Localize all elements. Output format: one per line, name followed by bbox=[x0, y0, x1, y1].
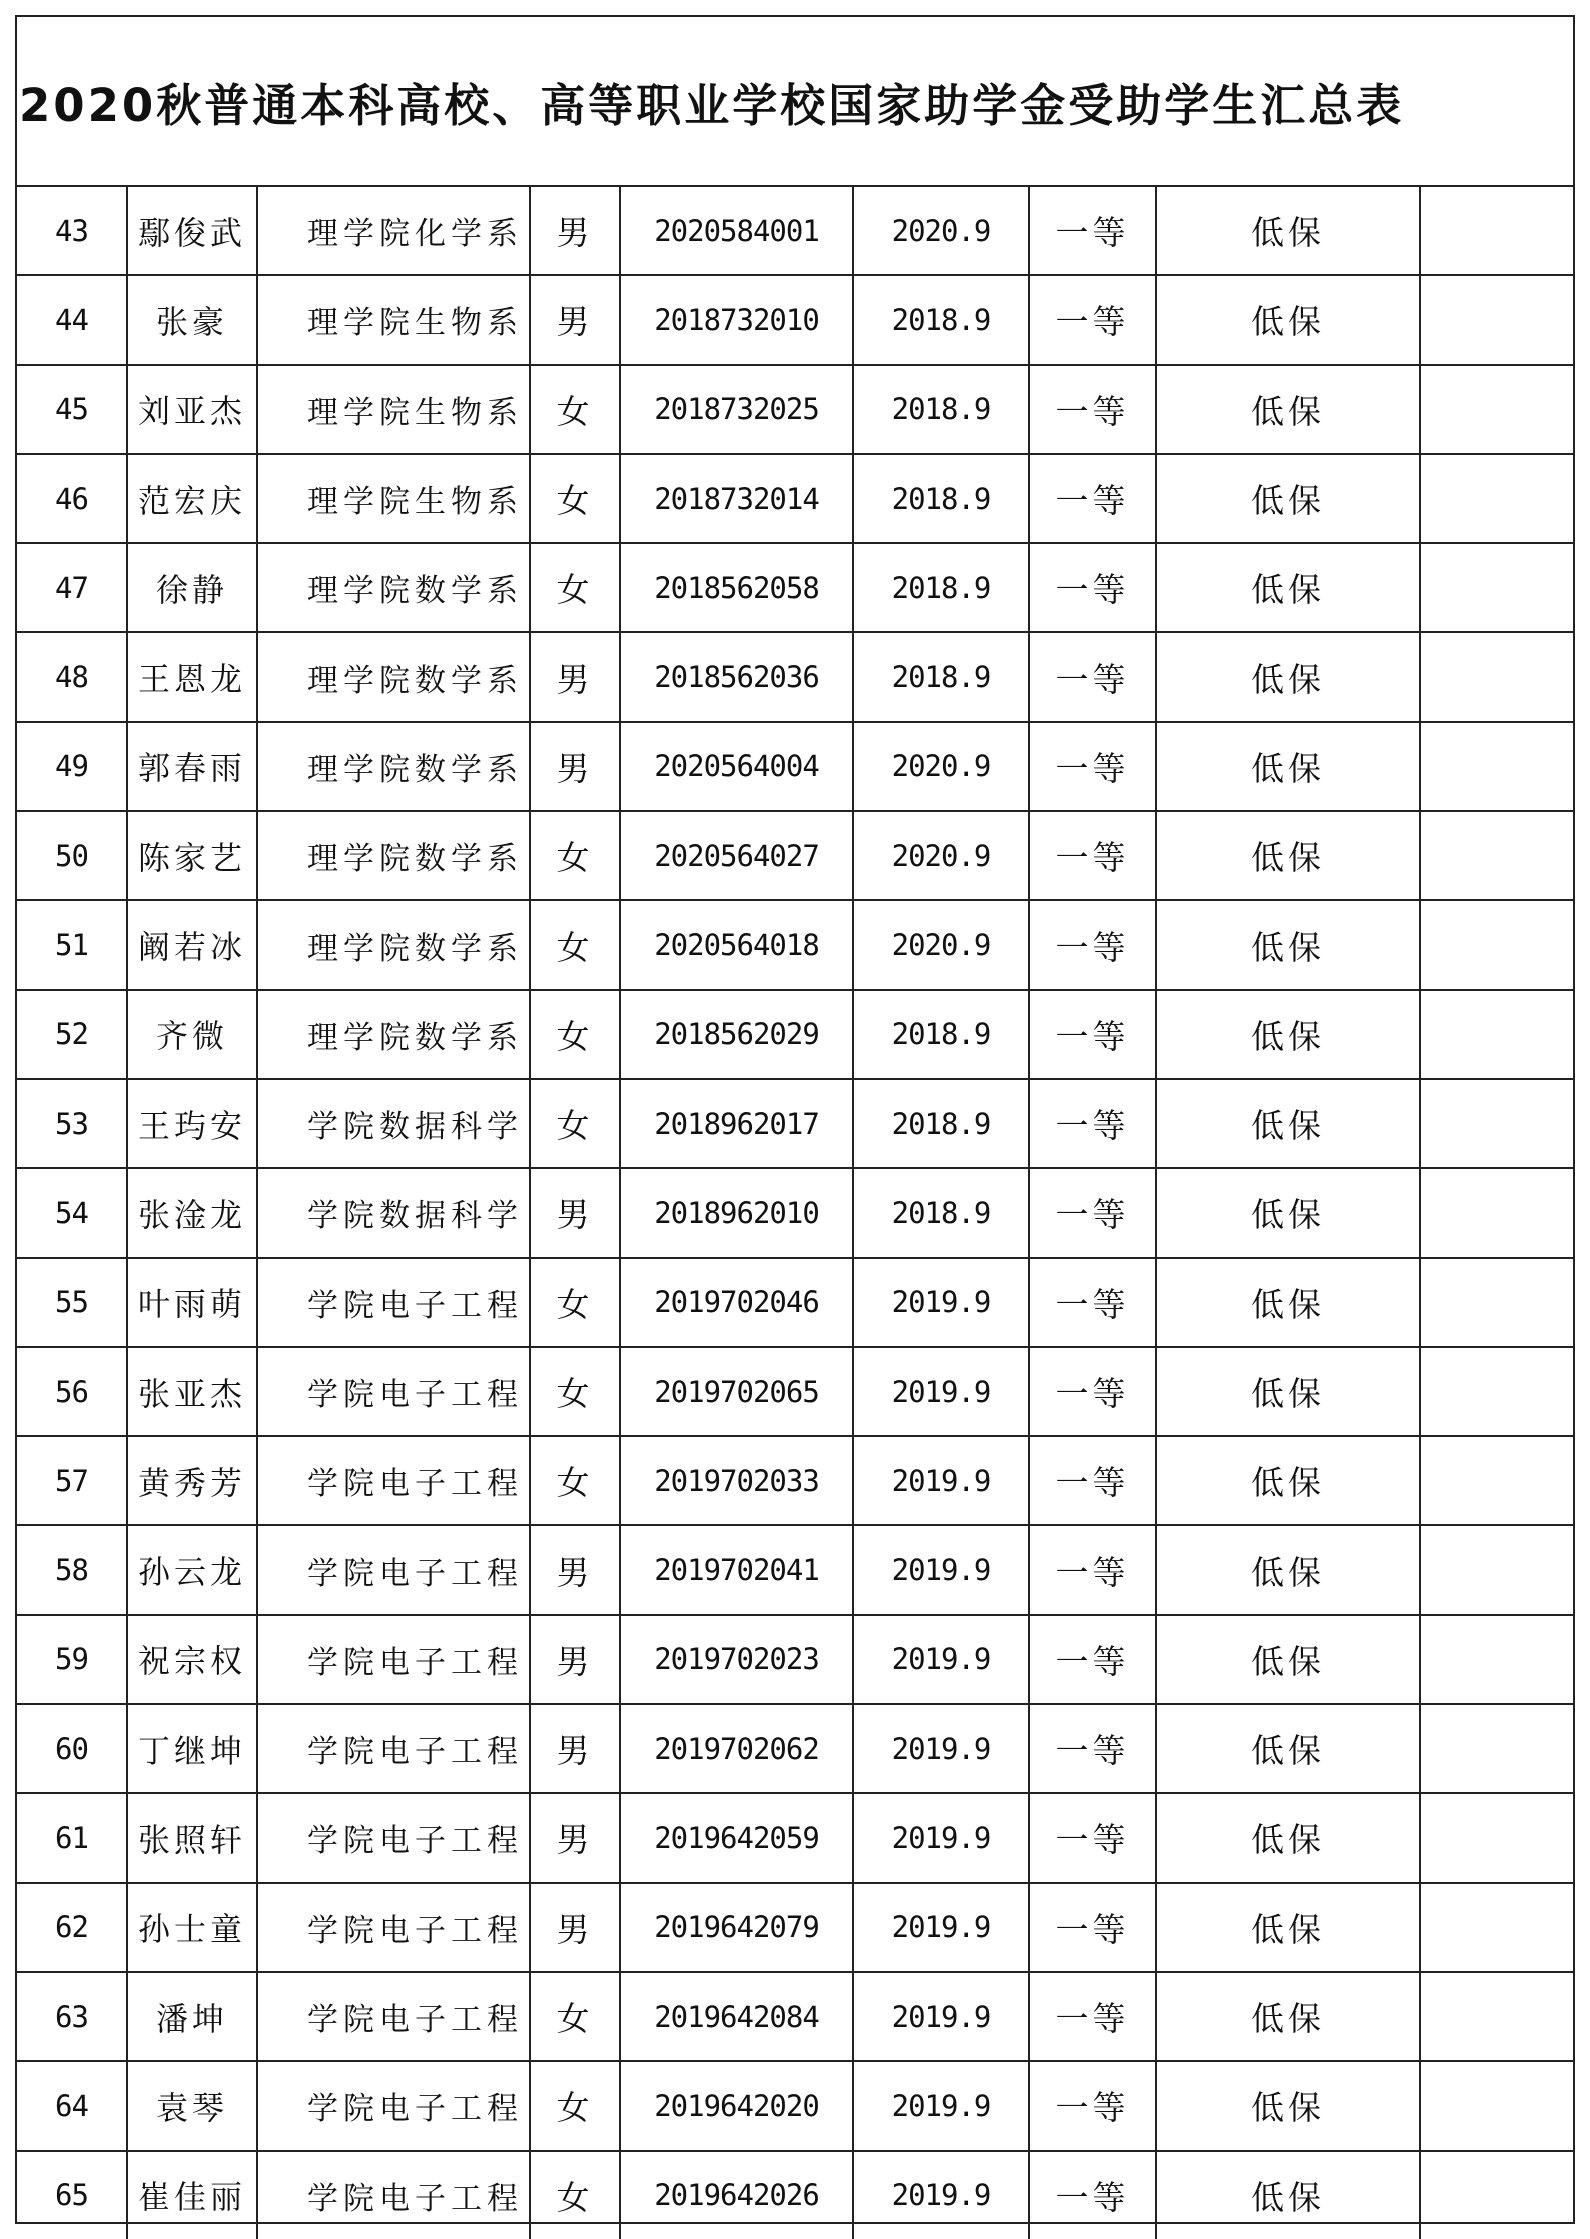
gender: 男 bbox=[530, 275, 620, 364]
student-name: 张豪 bbox=[127, 275, 257, 364]
aid-category: 低保 bbox=[1156, 2151, 1420, 2239]
aid-category: 低保 bbox=[1156, 1704, 1420, 1793]
aid-category: 低保 bbox=[1156, 1615, 1420, 1704]
grant-level: 一等 bbox=[1029, 1793, 1156, 1882]
department: 学院电子工程 bbox=[257, 1436, 530, 1525]
table-row bbox=[17, 365, 1573, 454]
gender: 男 bbox=[530, 1168, 620, 1257]
table-row bbox=[17, 1972, 1573, 2061]
enrollment-date: 2019.9 bbox=[853, 1704, 1029, 1793]
table-row bbox=[17, 1704, 1573, 1793]
student-id: 2019702062 bbox=[620, 1704, 853, 1793]
enrollment-date: 2020.9 bbox=[853, 187, 1029, 275]
department: 理学院化学系 bbox=[257, 187, 530, 275]
grant-level: 一等 bbox=[1029, 1972, 1156, 2061]
student-id: 2019702046 bbox=[620, 1258, 853, 1347]
department: 理学院数学系 bbox=[257, 811, 530, 900]
remarks bbox=[1420, 1972, 1573, 2061]
aid-category: 低保 bbox=[1156, 900, 1420, 989]
grant-level: 一等 bbox=[1029, 1168, 1156, 1257]
table-row bbox=[17, 187, 1573, 275]
table-row bbox=[17, 1079, 1573, 1168]
aid-category: 低保 bbox=[1156, 454, 1420, 543]
gender: 男 bbox=[530, 1793, 620, 1882]
enrollment-date: 2018.9 bbox=[853, 365, 1029, 454]
department: 学院电子工程 bbox=[257, 1883, 530, 1972]
enrollment-date: 2019.9 bbox=[853, 2061, 1029, 2150]
grant-level: 一等 bbox=[1029, 900, 1156, 989]
enrollment-date: 2018.9 bbox=[853, 632, 1029, 721]
summary-sheet bbox=[15, 15, 1575, 2224]
department: 学院电子工程 bbox=[257, 1615, 530, 1704]
student-id: 2020564018 bbox=[620, 900, 853, 989]
row-number: 59 bbox=[17, 1615, 127, 1704]
table-row bbox=[17, 811, 1573, 900]
student-id: 2018962010 bbox=[620, 1168, 853, 1257]
aid-category: 低保 bbox=[1156, 543, 1420, 632]
remarks bbox=[1420, 632, 1573, 721]
grant-level: 一等 bbox=[1029, 990, 1156, 1079]
enrollment-date: 2018.9 bbox=[853, 454, 1029, 543]
department: 理学院生物系 bbox=[257, 454, 530, 543]
student-name: 孙云龙 bbox=[127, 1525, 257, 1614]
aid-category: 低保 bbox=[1156, 1347, 1420, 1436]
student-id: 2019702033 bbox=[620, 1436, 853, 1525]
remarks bbox=[1420, 1615, 1573, 1704]
enrollment-date: 2020.9 bbox=[853, 811, 1029, 900]
grant-level: 一等 bbox=[1029, 1258, 1156, 1347]
grant-level: 一等 bbox=[1029, 365, 1156, 454]
remarks bbox=[1420, 1258, 1573, 1347]
student-id: 2018562058 bbox=[620, 543, 853, 632]
table-row bbox=[17, 1436, 1573, 1525]
student-table bbox=[17, 187, 1573, 2239]
student-name: 张淦龙 bbox=[127, 1168, 257, 1257]
enrollment-date: 2019.9 bbox=[853, 1436, 1029, 1525]
student-id: 2018962017 bbox=[620, 1079, 853, 1168]
enrollment-date: 2018.9 bbox=[853, 1079, 1029, 1168]
remarks bbox=[1420, 454, 1573, 543]
student-name: 叶雨萌 bbox=[127, 1258, 257, 1347]
row-number: 61 bbox=[17, 1793, 127, 1882]
enrollment-date: 2018.9 bbox=[853, 1168, 1029, 1257]
grant-level: 一等 bbox=[1029, 1883, 1156, 1972]
gender: 女 bbox=[530, 2151, 620, 2239]
row-number: 57 bbox=[17, 1436, 127, 1525]
remarks bbox=[1420, 990, 1573, 1079]
grant-level: 一等 bbox=[1029, 1436, 1156, 1525]
department: 学院电子工程 bbox=[257, 1704, 530, 1793]
remarks bbox=[1420, 1079, 1573, 1168]
student-name: 陈家艺 bbox=[127, 811, 257, 900]
row-number: 53 bbox=[17, 1079, 127, 1168]
student-name: 张亚杰 bbox=[127, 1347, 257, 1436]
department: 学院电子工程 bbox=[257, 2151, 530, 2239]
department: 理学院数学系 bbox=[257, 990, 530, 1079]
student-name: 黄秀芳 bbox=[127, 1436, 257, 1525]
gender: 女 bbox=[530, 990, 620, 1079]
student-id: 2019642020 bbox=[620, 2061, 853, 2150]
student-id: 2020584001 bbox=[620, 187, 853, 275]
aid-category: 低保 bbox=[1156, 632, 1420, 721]
grant-level: 一等 bbox=[1029, 722, 1156, 811]
page-title: 2020秋普通本科高校、高等职业学校国家助学金受助学生汇总表 bbox=[19, 78, 1405, 132]
table-row bbox=[17, 454, 1573, 543]
enrollment-date: 2019.9 bbox=[853, 1615, 1029, 1704]
student-name: 崔佳丽 bbox=[127, 2151, 257, 2239]
gender: 女 bbox=[530, 543, 620, 632]
grant-level: 一等 bbox=[1029, 454, 1156, 543]
table-row bbox=[17, 900, 1573, 989]
row-number: 58 bbox=[17, 1525, 127, 1614]
student-name: 王玙安 bbox=[127, 1079, 257, 1168]
aid-category: 低保 bbox=[1156, 1258, 1420, 1347]
remarks bbox=[1420, 1168, 1573, 1257]
enrollment-date: 2019.9 bbox=[853, 1793, 1029, 1882]
remarks bbox=[1420, 1525, 1573, 1614]
aid-category: 低保 bbox=[1156, 1793, 1420, 1882]
gender: 女 bbox=[530, 900, 620, 989]
remarks bbox=[1420, 365, 1573, 454]
table-row bbox=[17, 990, 1573, 1079]
table-body bbox=[17, 187, 1573, 2239]
enrollment-date: 2019.9 bbox=[853, 2151, 1029, 2239]
student-name: 丁继坤 bbox=[127, 1704, 257, 1793]
department: 理学院生物系 bbox=[257, 365, 530, 454]
aid-category: 低保 bbox=[1156, 990, 1420, 1079]
aid-category: 低保 bbox=[1156, 1079, 1420, 1168]
student-id: 2018732025 bbox=[620, 365, 853, 454]
table-row bbox=[17, 275, 1573, 364]
gender: 男 bbox=[530, 1615, 620, 1704]
gender: 女 bbox=[530, 2061, 620, 2150]
department: 学院电子工程 bbox=[257, 1793, 530, 1882]
gender: 男 bbox=[530, 187, 620, 275]
row-number: 44 bbox=[17, 275, 127, 364]
row-number: 49 bbox=[17, 722, 127, 811]
student-name: 鄢俊武 bbox=[127, 187, 257, 275]
student-name: 祝宗权 bbox=[127, 1615, 257, 1704]
student-id: 2019702041 bbox=[620, 1525, 853, 1614]
remarks bbox=[1420, 900, 1573, 989]
row-number: 55 bbox=[17, 1258, 127, 1347]
remarks bbox=[1420, 1704, 1573, 1793]
gender: 男 bbox=[530, 722, 620, 811]
department: 学院数据科学 bbox=[257, 1079, 530, 1168]
row-number: 45 bbox=[17, 365, 127, 454]
student-name: 刘亚杰 bbox=[127, 365, 257, 454]
row-number: 47 bbox=[17, 543, 127, 632]
enrollment-date: 2020.9 bbox=[853, 900, 1029, 989]
gender: 男 bbox=[530, 1704, 620, 1793]
student-id: 2019642084 bbox=[620, 1972, 853, 2061]
student-id: 2020564004 bbox=[620, 722, 853, 811]
student-name: 张照轩 bbox=[127, 1793, 257, 1882]
table-row bbox=[17, 2061, 1573, 2150]
gender: 女 bbox=[530, 1972, 620, 2061]
row-number: 62 bbox=[17, 1883, 127, 1972]
enrollment-date: 2018.9 bbox=[853, 543, 1029, 632]
row-number: 43 bbox=[17, 187, 127, 275]
remarks bbox=[1420, 2151, 1573, 2239]
table-row bbox=[17, 1793, 1573, 1882]
grant-level: 一等 bbox=[1029, 811, 1156, 900]
gender: 女 bbox=[530, 454, 620, 543]
student-name: 阚若冰 bbox=[127, 900, 257, 989]
remarks bbox=[1420, 722, 1573, 811]
enrollment-date: 2020.9 bbox=[853, 722, 1029, 811]
row-number: 60 bbox=[17, 1704, 127, 1793]
grant-level: 一等 bbox=[1029, 2061, 1156, 2150]
grant-level: 一等 bbox=[1029, 187, 1156, 275]
student-id: 2019702065 bbox=[620, 1347, 853, 1436]
table-row bbox=[17, 1883, 1573, 1972]
student-id: 2019642079 bbox=[620, 1883, 853, 1972]
remarks bbox=[1420, 275, 1573, 364]
table-row bbox=[17, 1258, 1573, 1347]
table-row bbox=[17, 543, 1573, 632]
remarks bbox=[1420, 1436, 1573, 1525]
enrollment-date: 2019.9 bbox=[853, 1972, 1029, 2061]
department: 理学院数学系 bbox=[257, 900, 530, 989]
grant-level: 一等 bbox=[1029, 275, 1156, 364]
department: 理学院数学系 bbox=[257, 722, 530, 811]
row-number: 54 bbox=[17, 1168, 127, 1257]
student-name: 齐微 bbox=[127, 990, 257, 1079]
student-id: 2018732014 bbox=[620, 454, 853, 543]
gender: 女 bbox=[530, 1436, 620, 1525]
department: 理学院数学系 bbox=[257, 632, 530, 721]
row-number: 56 bbox=[17, 1347, 127, 1436]
student-id: 2018732010 bbox=[620, 275, 853, 364]
row-number: 63 bbox=[17, 1972, 127, 2061]
grant-level: 一等 bbox=[1029, 1079, 1156, 1168]
aid-category: 低保 bbox=[1156, 365, 1420, 454]
table-row bbox=[17, 632, 1573, 721]
aid-category: 低保 bbox=[1156, 187, 1420, 275]
gender: 男 bbox=[530, 1883, 620, 1972]
aid-category: 低保 bbox=[1156, 1525, 1420, 1614]
gender: 女 bbox=[530, 1347, 620, 1436]
aid-category: 低保 bbox=[1156, 1436, 1420, 1525]
remarks bbox=[1420, 811, 1573, 900]
remarks bbox=[1420, 1347, 1573, 1436]
student-name: 潘坤 bbox=[127, 1972, 257, 2061]
table-row bbox=[17, 1615, 1573, 1704]
department: 理学院数学系 bbox=[257, 543, 530, 632]
enrollment-date: 2019.9 bbox=[853, 1883, 1029, 1972]
enrollment-date: 2018.9 bbox=[853, 990, 1029, 1079]
student-id: 2018562036 bbox=[620, 632, 853, 721]
student-name: 徐静 bbox=[127, 543, 257, 632]
row-number: 64 bbox=[17, 2061, 127, 2150]
table-row bbox=[17, 1347, 1573, 1436]
grant-level: 一等 bbox=[1029, 1615, 1156, 1704]
grant-level: 一等 bbox=[1029, 1704, 1156, 1793]
student-name: 郭春雨 bbox=[127, 722, 257, 811]
remarks bbox=[1420, 1793, 1573, 1882]
aid-category: 低保 bbox=[1156, 275, 1420, 364]
aid-category: 低保 bbox=[1156, 1883, 1420, 1972]
department: 学院电子工程 bbox=[257, 1347, 530, 1436]
row-number: 65 bbox=[17, 2151, 127, 2239]
enrollment-date: 2019.9 bbox=[853, 1258, 1029, 1347]
gender: 男 bbox=[530, 632, 620, 721]
table-row bbox=[17, 1525, 1573, 1614]
gender: 女 bbox=[530, 811, 620, 900]
row-number: 46 bbox=[17, 454, 127, 543]
aid-category: 低保 bbox=[1156, 811, 1420, 900]
department: 学院电子工程 bbox=[257, 1525, 530, 1614]
row-number: 52 bbox=[17, 990, 127, 1079]
remarks bbox=[1420, 2061, 1573, 2150]
student-id: 2018562029 bbox=[620, 990, 853, 1079]
student-id: 2019642026 bbox=[620, 2151, 853, 2239]
aid-category: 低保 bbox=[1156, 2061, 1420, 2150]
enrollment-date: 2019.9 bbox=[853, 1525, 1029, 1614]
row-number: 48 bbox=[17, 632, 127, 721]
grant-level: 一等 bbox=[1029, 632, 1156, 721]
department: 学院电子工程 bbox=[257, 2061, 530, 2150]
student-id: 2020564027 bbox=[620, 811, 853, 900]
aid-category: 低保 bbox=[1156, 722, 1420, 811]
gender: 女 bbox=[530, 365, 620, 454]
aid-category: 低保 bbox=[1156, 1972, 1420, 2061]
enrollment-date: 2018.9 bbox=[853, 275, 1029, 364]
aid-category: 低保 bbox=[1156, 1168, 1420, 1257]
gender: 女 bbox=[530, 1258, 620, 1347]
department: 学院数据科学 bbox=[257, 1168, 530, 1257]
student-name: 袁琴 bbox=[127, 2061, 257, 2150]
student-name: 王恩龙 bbox=[127, 632, 257, 721]
title-row bbox=[17, 17, 1573, 187]
table-row bbox=[17, 1168, 1573, 1257]
table-row bbox=[17, 722, 1573, 811]
grant-level: 一等 bbox=[1029, 1347, 1156, 1436]
department: 学院电子工程 bbox=[257, 1972, 530, 2061]
remarks bbox=[1420, 187, 1573, 275]
table-row bbox=[17, 2151, 1573, 2239]
row-number: 50 bbox=[17, 811, 127, 900]
enrollment-date: 2019.9 bbox=[853, 1347, 1029, 1436]
student-name: 范宏庆 bbox=[127, 454, 257, 543]
grant-level: 一等 bbox=[1029, 543, 1156, 632]
gender: 男 bbox=[530, 1525, 620, 1614]
student-id: 2019702023 bbox=[620, 1615, 853, 1704]
gender: 女 bbox=[530, 1079, 620, 1168]
row-number: 51 bbox=[17, 900, 127, 989]
student-id: 2019642059 bbox=[620, 1793, 853, 1882]
remarks bbox=[1420, 1883, 1573, 1972]
student-name: 孙士童 bbox=[127, 1883, 257, 1972]
grant-level: 一等 bbox=[1029, 1525, 1156, 1614]
department: 学院电子工程 bbox=[257, 1258, 530, 1347]
remarks bbox=[1420, 543, 1573, 632]
grant-level: 一等 bbox=[1029, 2151, 1156, 2239]
department: 理学院生物系 bbox=[257, 275, 530, 364]
